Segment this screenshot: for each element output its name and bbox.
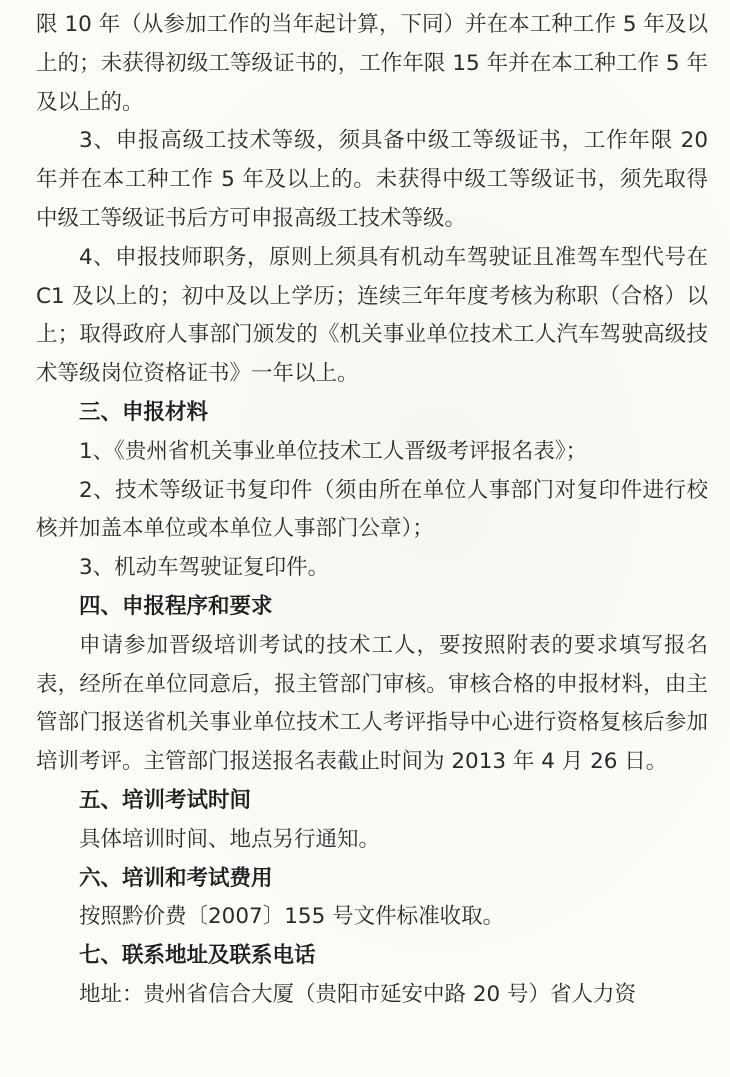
section-heading-fees: 六、培训和考试费用 bbox=[79, 865, 273, 891]
paragraph-item-3: 3、申报高级工技术等级，须具备中级工等级证书，工作年限 20 年并在本工种工作 5 年及以上的。未获得中级工等级证书，须先取得中级工等级证书后方可申报高级工技术等级。 bbox=[36, 128, 708, 231]
paragraph-continuation: 限 10 年（从参加工作的当年起计算，下同）并在本工种工作 5 年及以上的；未获得初级工等级证书的，工作年限 15 年并在本工种工作 5 年及以上的。 bbox=[36, 12, 708, 115]
paragraph-procedure: 申请参加晋级培训考试的技术工人，要按照附表的要求填写报名表，经所在单位同意后，报主管部门审核。审核合格的申报材料，由主管部门报送省机关事业单位技术工人考评指导中心进行资格复核后参加培训考评。主管部门报送报名表截止时间为 2013 年 4 月 26 日。 bbox=[36, 632, 708, 775]
paragraph-fees: 按照黔价费〔2007〕155 号文件标准收取。 bbox=[79, 904, 505, 930]
document-body bbox=[36, 6, 708, 1015]
paragraph-item-4: 4、申报技师职务，原则上须具有机动车驾驶证且准驾车型代号在 C1 及以上的；初中及以上学历；连续三年年度考核为称职（合格）以上；取得政府人事部门颁发的《机关事业单位技术工人汽车驾驶高级技术等级岗位资格证书》一年以上。 bbox=[36, 244, 708, 387]
section-heading-materials: 三、申报材料 bbox=[79, 399, 209, 425]
paragraph-material-2: 2、技术等级证书复印件（须由所在单位人事部门对复印件进行校核并加盖本单位或本单位人事部门公章）； bbox=[36, 477, 708, 542]
section-heading-procedure: 四、申报程序和要求 bbox=[79, 593, 273, 619]
paragraph-material-3: 3、机动车驾驶证复印件。 bbox=[79, 555, 330, 581]
paragraph-material-1: 1、《贵州省机关事业单位技术工人晋级考评报名表》； bbox=[79, 438, 588, 464]
paragraph-address: 地址：贵州省信合大厦（贵阳市延安中路 20 号）省人力资 bbox=[79, 981, 637, 1007]
paragraph-schedule: 具体培训时间、地点另行通知。 bbox=[79, 826, 381, 852]
section-heading-contact: 七、联系地址及联系电话 bbox=[79, 943, 316, 969]
section-heading-schedule: 五、培训考试时间 bbox=[79, 787, 252, 813]
